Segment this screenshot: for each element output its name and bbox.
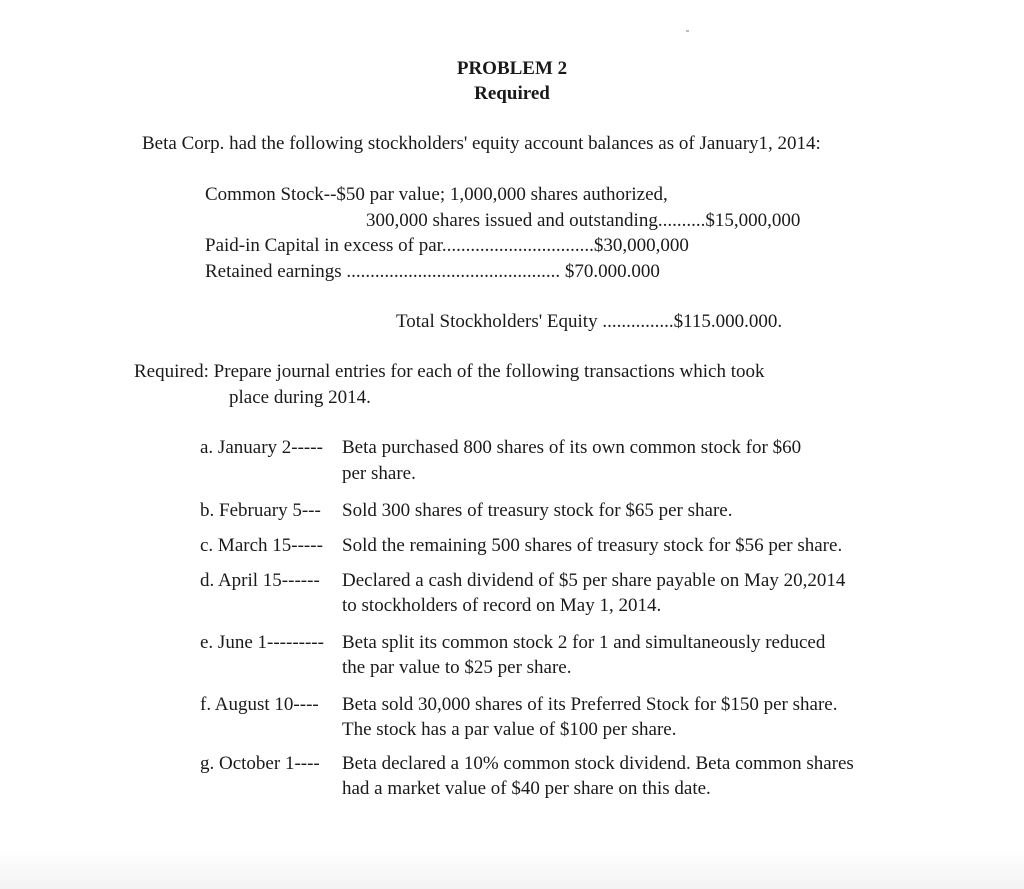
transaction-text-line-2: The stock has a par value of $100 per share.	[342, 719, 677, 740]
transaction-text-line-2: the par value to $25 per share.	[342, 657, 572, 678]
transaction-text-line-1: Beta purchased 800 shares of its own common stock for $60	[342, 437, 802, 458]
common-stock-line-1: Common Stock--$50 par value; 1,000,000 shares authorized,	[205, 184, 668, 205]
transaction-label: b. February 5---	[200, 500, 321, 521]
required-heading: Required	[474, 83, 550, 104]
transaction-label: d. April 15------	[200, 570, 320, 591]
transaction-text-line-1: Beta declared a 10% common stock dividend. Beta common shares	[342, 753, 854, 774]
transaction-text-line-1: Declared a cash dividend of $5 per share payable on May 20,2014	[342, 570, 846, 591]
paid-in-capital-line: Paid-in Capital in excess of par................................$30,000,000	[205, 235, 689, 256]
retained-earnings-line: Retained earnings ............................................. $70.000.000	[205, 261, 660, 282]
transaction-text-line-1: Sold the remaining 500 shares of treasury stock for $56 per share.	[342, 535, 843, 556]
transaction-text-line-2: to stockholders of record on May 1, 2014.	[342, 595, 662, 616]
transaction-label: c. March 15-----	[200, 535, 323, 556]
transaction-label: e. June 1---------	[200, 632, 324, 653]
scan-speck	[686, 30, 689, 32]
transaction-label: a. January 2-----	[200, 437, 323, 458]
transaction-text-line-2: had a market value of $40 per share on this date.	[342, 778, 711, 799]
transaction-text-line-1: Sold 300 shares of treasury stock for $65 per share.	[342, 500, 733, 521]
required-instruction-line-2: place during 2014.	[229, 387, 371, 408]
page-bottom-edge	[0, 849, 1024, 889]
transaction-text-line-1: Beta sold 30,000 shares of its Preferred Stock for $150 per share.	[342, 694, 838, 715]
transaction-label: g. October 1----	[200, 753, 320, 774]
transaction-label: f. August 10----	[200, 694, 319, 715]
transaction-text-line-1: Beta split its common stock 2 for 1 and simultaneously reduced	[342, 632, 826, 653]
common-stock-line-2: 300,000 shares issued and outstanding..........$15,000,000	[366, 210, 801, 231]
transaction-text-line-2: per share.	[342, 463, 416, 484]
intro-text: Beta Corp. had the following stockholders' equity account balances as of January1, 2014:	[142, 133, 821, 154]
required-instruction-line-1: Required: Prepare journal entries for each of the following transactions which took	[134, 361, 765, 382]
total-equity-line: Total Stockholders' Equity ...............$115.000.000.	[396, 311, 783, 332]
problem-title: PROBLEM 2	[456, 58, 568, 79]
